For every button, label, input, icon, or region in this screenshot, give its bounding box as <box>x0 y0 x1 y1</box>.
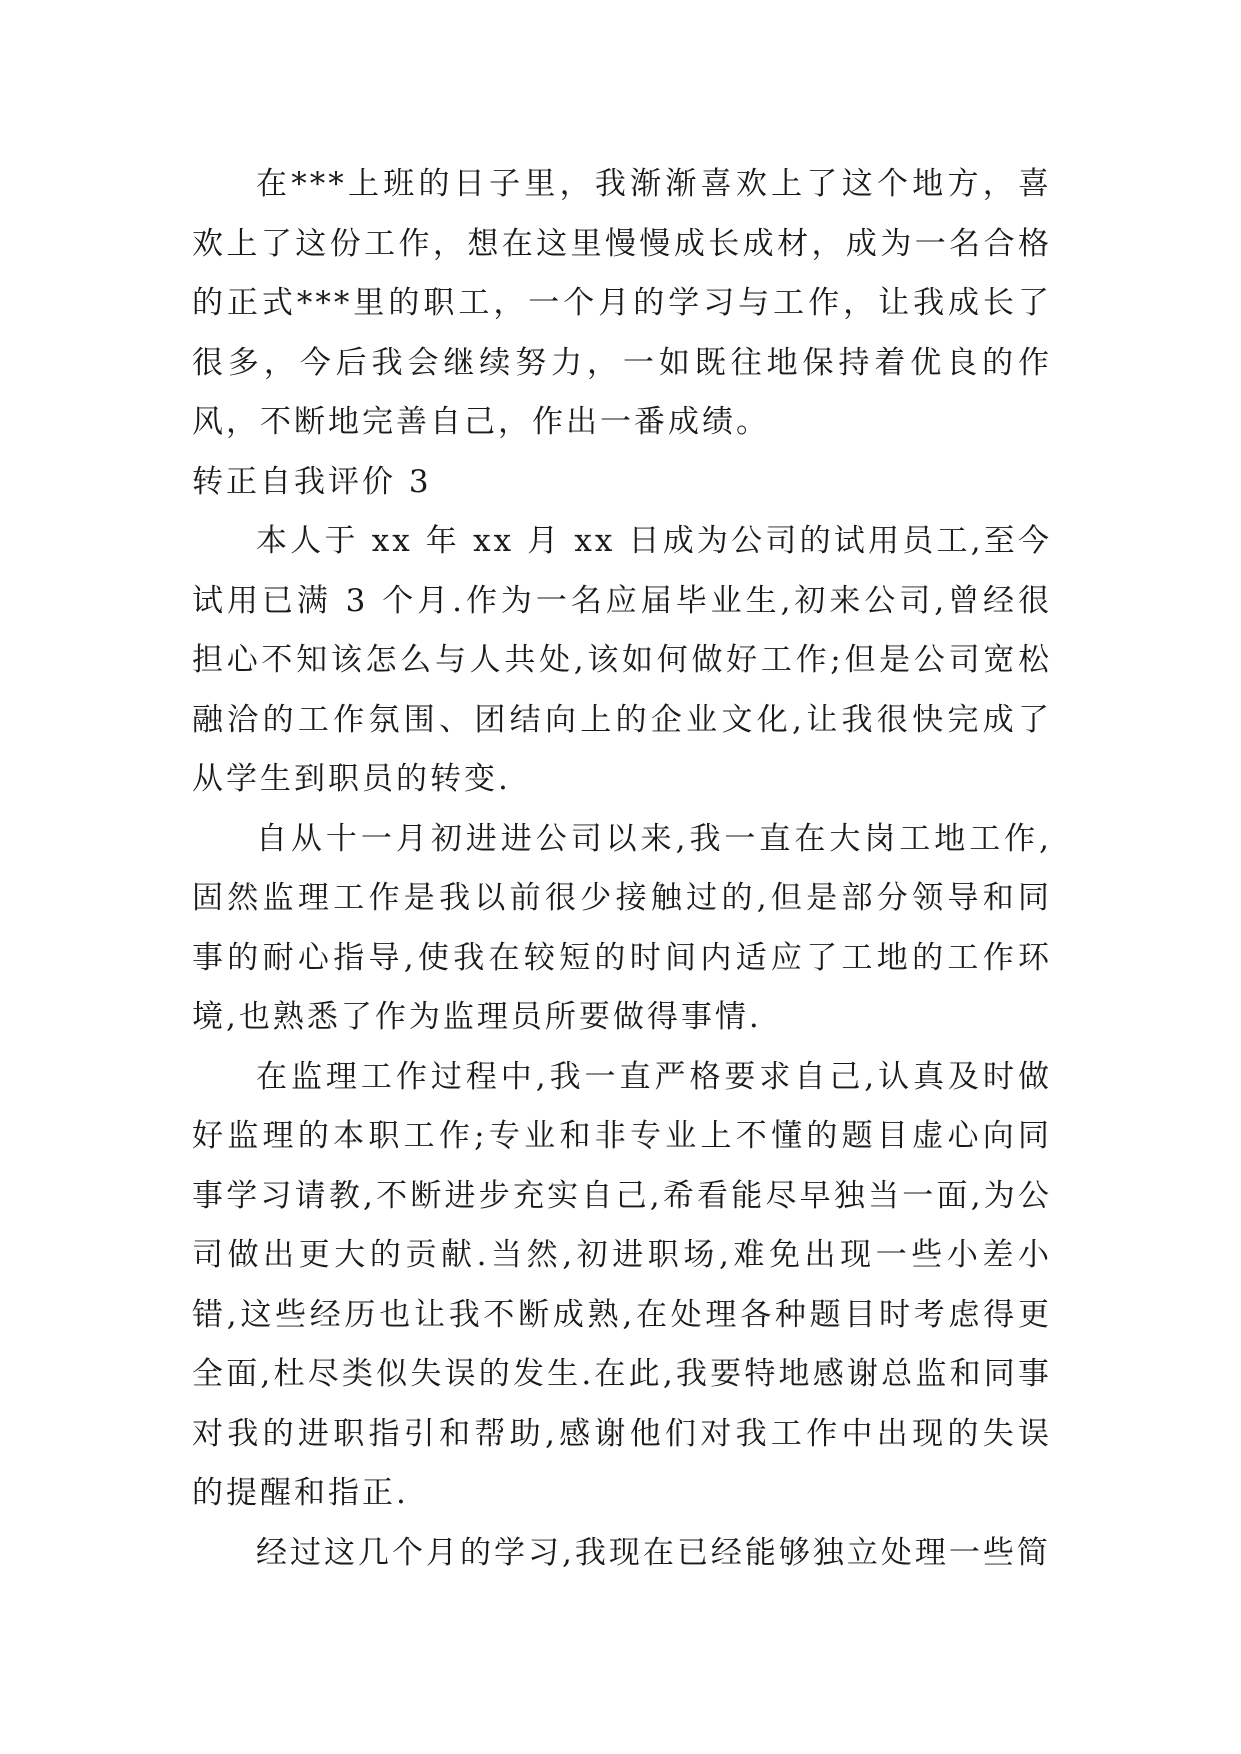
paragraph-1: 本人于 xx 年 xx 月 xx 日成为公司的试用员工,至今试用已满 3 个月.作为一名应届毕业生,初来公司,曾经很担心不知该怎么与人共处,该如何做好工作;但是公司宽松融洽的工作氛围、团结向上的企业文化,让我很快完成了从学生到职员的转变. <box>192 523 1052 797</box>
document-body <box>192 155 1052 1583</box>
paragraph-4: 经过这几个月的学习,我现在已经能够独立处理一些简 <box>256 1534 1051 1571</box>
paragraph-intro: 在***上班的日子里，我渐渐喜欢上了这个地方，喜欢上了这份工作，想在这里慢慢成长成材，成为一名合格的正式***里的职工，一个月的学习与工作，让我成长了很多，今后我会继续努力，一如既往地保持着优良的作风，不断地完善自己，作出一番成绩。 <box>192 166 1052 440</box>
section-title: 转正自我评价 3 <box>192 463 432 500</box>
paragraph-3: 在监理工作过程中,我一直严格要求自己,认真及时做好监理的本职工作;专业和非专业上不懂的题目虚心向同事学习请教,不断进步充实自己,希看能尽早独当一面,为公司做出更大的贡献.当然,初进职场,难免出现一些小差小错,这些经历也让我不断成熟,在处理各种题目时考虑得更全面,杜尽类似失误的发生.在此,我要特地感谢总监和同事对我的进职指引和帮助,感谢他们对我工作中出现的失误的提醒和指正. <box>192 1058 1052 1511</box>
paragraph-2: 自从十一月初进进公司以来,我一直在大岗工地工作,固然监理工作是我以前很少接触过的,但是部分领导和同事的耐心指导,使我在较短的时间内适应了工地的工作环境,也熟悉了作为监理员所要做得事情. <box>192 820 1052 1035</box>
